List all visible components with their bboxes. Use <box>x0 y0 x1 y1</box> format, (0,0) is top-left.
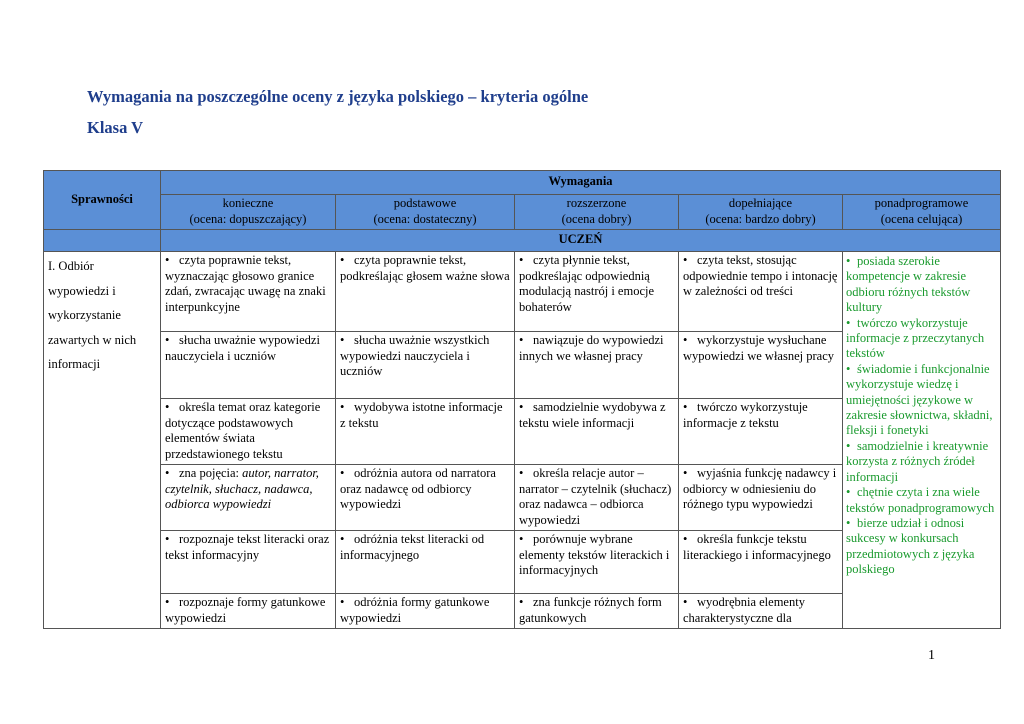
document-title: Wymagania na poszczególne oceny z języka polskiego – kryteria ogólne <box>87 87 589 106</box>
table-cell: • porównuje wybrane elementy tekstów literackich i informacyjnych <box>515 531 679 594</box>
bullet-icon: • <box>340 253 345 267</box>
table-cell: • określa funkcje tekstu literackiego i informacyjnego <box>679 531 843 594</box>
table-cell: • samodzielnie wydobywa z tekstu wiele informacji <box>515 399 679 465</box>
bullet-icon: • <box>846 438 851 453</box>
bullet-icon: • <box>519 466 524 480</box>
bullet-icon: • <box>846 315 851 330</box>
table-cell: • czyta tekst, stosując odpowiednie tempo i intonację w zależności od treści <box>679 252 843 332</box>
list-item: • świadomie i funkcjonalnie wykorzystuje wiedzę i umiejętności językowe w zakresie słownictwa, składni, fleksji i fonetyki <box>846 361 993 438</box>
bullet-icon: • <box>165 532 170 546</box>
requirements-header: Wymagania <box>161 171 1001 195</box>
skills-header: Sprawności <box>44 171 161 230</box>
list-item: • bierze udział i odnosi sukcesy w konkursach przedmiotowych z języka polskiego <box>846 515 975 577</box>
table-cell: • wydobywa istotne informacje z tekstu <box>336 399 515 465</box>
list-item: • twórczo wykorzystuje informacje z przeczytanych tekstów <box>846 315 985 361</box>
table-cell: • słucha uważnie wypowiedzi nauczyciela i uczniów <box>161 332 336 399</box>
bullet-icon: • <box>165 466 170 480</box>
bullet-icon: • <box>683 400 688 414</box>
bullet-icon: • <box>683 466 688 480</box>
page-number: 1 <box>928 648 935 663</box>
bullet-icon: • <box>846 485 851 500</box>
bullet-icon: • <box>165 595 170 609</box>
bullet-icon: • <box>846 515 851 530</box>
list-item: • chętnie czyta i zna wiele tekstów ponadprogramowych <box>846 485 995 515</box>
list-item: • samodzielnie i kreatywnie korzysta z różnych źródeł informacji <box>846 438 989 484</box>
table-cell: • czyta poprawnie tekst, wyznaczając głosowo granice zdań, zwracając uwagę na znaki interpunkcyjne <box>161 252 336 332</box>
table-cell: • rozpoznaje tekst literacki oraz tekst informacyjny <box>161 531 336 594</box>
bullet-icon: • <box>683 333 688 347</box>
table-cell: • określa temat oraz kategorie dotyczące podstawowych elementów świata przedstawionego tekstu <box>161 399 336 465</box>
celujaca-column <box>843 252 1001 629</box>
table-cell: • wyodrębnia elementy charakterystyczne dla <box>679 594 843 629</box>
table-cell: • twórczo wykorzystuje informacje z tekstu <box>679 399 843 465</box>
table-cell: • wyjaśnia funkcję nadawcy i odbiorcy w odniesieniu do różnego typu wypowiedzi <box>679 465 843 531</box>
table-cell: • czyta poprawnie tekst, podkreślając głosem ważne słowa <box>336 252 515 332</box>
table-cell: • rozpoznaje formy gatunkowe wypowiedzi <box>161 594 336 629</box>
list-item: • posiada szerokie kompetencje w zakresie odbioru różnych tekstów kultury <box>846 254 971 315</box>
bullet-icon: • <box>519 532 524 546</box>
requirements-table <box>43 170 1001 629</box>
table-cell: • nawiązuje do wypowiedzi innych we własnej pracy <box>515 332 679 399</box>
level-header: dopełniające (ocena: bardzo dobry) <box>679 195 843 230</box>
bullet-icon: • <box>683 595 688 609</box>
table-cell: • słucha uważnie wszystkich wypowiedzi nauczyciela i uczniów <box>336 332 515 399</box>
level-header: podstawowe (ocena: dostateczny) <box>336 195 515 230</box>
bullet-icon: • <box>340 466 345 480</box>
document-subtitle: Klasa V <box>87 118 144 137</box>
bullet-icon: • <box>165 400 170 414</box>
table-cell: • określa relacje autor – narrator – czytelnik (słuchacz) oraz nadawca – odbiorca wypowiedzi <box>515 465 679 531</box>
level-header: rozszerzone (ocena dobry) <box>515 195 679 230</box>
bullet-icon: • <box>340 400 345 414</box>
bullet-icon: • <box>519 333 524 347</box>
bullet-icon: • <box>165 333 170 347</box>
level-header: konieczne (ocena: dopuszczający) <box>161 195 336 230</box>
bullet-icon: • <box>519 595 524 609</box>
table-cell: • czyta płynnie tekst, podkreślając odpowiednią modulacją nastrój i emocje bohaterów <box>515 252 679 332</box>
student-header: UCZEŃ <box>161 230 1001 252</box>
bullet-icon: • <box>683 532 688 546</box>
bullet-icon: • <box>340 333 345 347</box>
table-cell: • odróżnia tekst literacki od informacyjnego <box>336 531 515 594</box>
student-header-spacer <box>44 230 161 252</box>
bullet-icon: • <box>683 253 688 267</box>
table-cell: • wykorzystuje wysłuchane wypowiedzi we własnej pracy <box>679 332 843 399</box>
bullet-icon: • <box>519 400 524 414</box>
table-cell: • zna funkcje różnych form gatunkowych <box>515 594 679 629</box>
bullet-icon: • <box>165 253 170 267</box>
bullet-icon: • <box>340 532 345 546</box>
table-cell: • odróżnia autora od narratora oraz nadawcę od odbiorcy wypowiedzi <box>336 465 515 531</box>
bullet-icon: • <box>340 595 345 609</box>
bullet-icon: • <box>846 254 851 268</box>
table-cell: • zna pojęcia: autor, narrator, czytelnik, słuchacz, nadawca, odbiorca wypowiedzi <box>161 465 336 531</box>
skill-label: I. Odbiór wypowiedzi i wykorzystanie zawartych w nich informacji <box>44 252 161 629</box>
bullet-icon: • <box>519 253 524 267</box>
bullet-icon: • <box>846 361 851 376</box>
level-header: ponadprogramowe (ocena celująca) <box>843 195 1001 230</box>
table-cell: • odróżnia formy gatunkowe wypowiedzi <box>336 594 515 629</box>
